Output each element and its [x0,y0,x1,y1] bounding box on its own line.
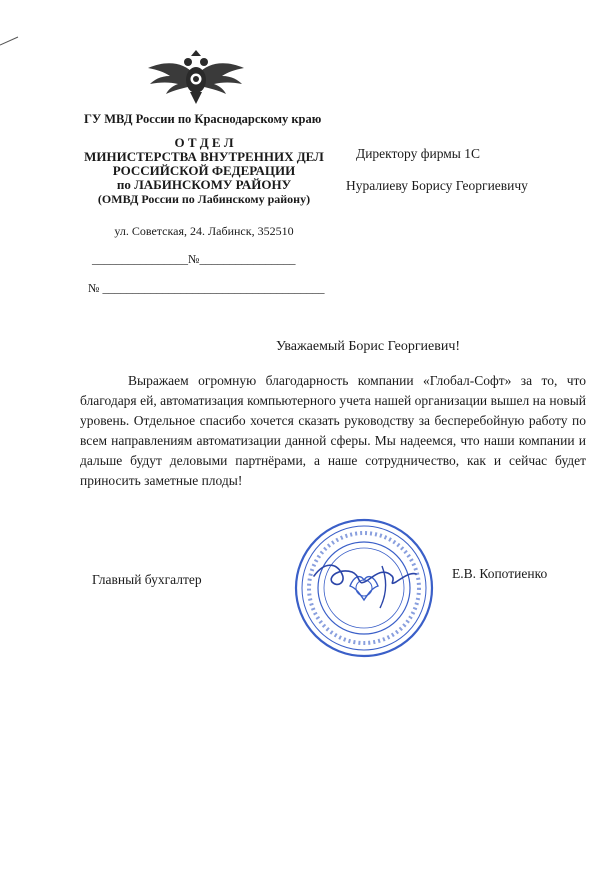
registration-line: ________________№________________ [92,252,296,266]
salutation-text: Уважаемый Борис Георгиевич! [276,339,461,354]
stamp-seal-icon [292,516,436,660]
address: ул. Советская, 24. Лабинск, 352510 [114,224,294,238]
department-line: МИНИСТЕРСТВА ВНУТРЕННИХ ДЕЛ [84,149,324,164]
department-block [66,136,342,206]
recipient-line1: Директору фирмы 1С [356,146,480,161]
signer-name: Е.В. Копотиенко [452,566,548,581]
department-line: (ОМВД России по Лабинскому району) [97,192,311,206]
eagle-emblem-icon [144,48,248,106]
reference-line: № _____________________________________ [88,281,325,295]
letter-body: Выражаем огромную благодарность компании «Глобал-Софт» за то, что благодаря ей, автоматизация компьютерного учета нашей организации вышел на новый уровень. Отдельное спасибо хочется сказать руководству за бесперебойную работу по всем направлениям автоматизации данной сферы. Мы надеемся, что наши компании и дальше будут деловыми партнёрами, а наше сотрудничество, как и сейчас будет приносить заметные плоды! [80,373,586,488]
recipient-line2: Нуралиеву Борису Георгиевичу [346,178,528,193]
scan-mark [0,36,22,46]
ministry-regional: ГУ МВД России по Краснодарскому краю [84,112,322,126]
department-line: по ЛАБИНСКОМУ РАЙОНУ [116,177,292,192]
department-line: О Т Д Е Л [174,135,234,150]
signer-role: Главный бухгалтер [92,572,202,587]
department-line: РОССИЙСКОЙ ФЕДЕРАЦИИ [112,163,296,178]
